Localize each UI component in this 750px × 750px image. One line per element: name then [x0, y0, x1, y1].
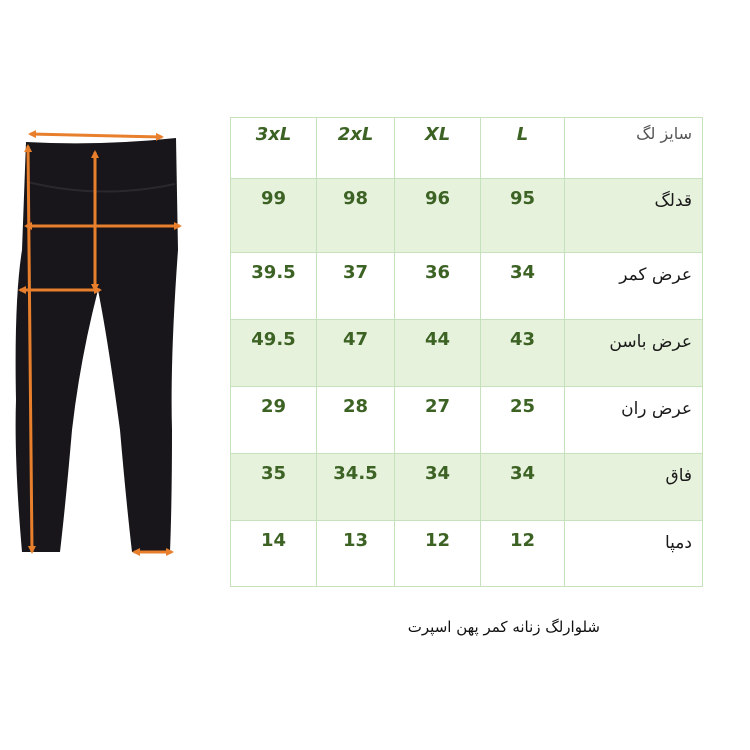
row-label: عرض ران [565, 387, 703, 454]
table-cell: 44 [395, 320, 481, 387]
table-cell: 39.5 [231, 253, 317, 320]
leggings-shape [16, 138, 178, 552]
table-cell: 12 [395, 521, 481, 587]
table-cell: 13 [317, 521, 395, 587]
table-cell: 36 [395, 253, 481, 320]
size-header-xl: XL [395, 118, 481, 179]
table-row [231, 454, 703, 521]
table-cell: 95 [481, 179, 565, 253]
table-cell: 34.5 [317, 454, 395, 521]
table-cell: 47 [317, 320, 395, 387]
table-row [231, 387, 703, 454]
table-cell: 12 [481, 521, 565, 587]
product-caption: شلوارلگ زنانه کمر پهن اسپرت [407, 618, 600, 636]
row-label: عرض کمر [565, 253, 703, 320]
table-cell: 98 [317, 179, 395, 253]
table-row [231, 253, 703, 320]
table-row [231, 521, 703, 587]
table-cell: 96 [395, 179, 481, 253]
table-cell: 25 [481, 387, 565, 454]
leggings-measurement-figure [0, 100, 230, 580]
table-row [231, 179, 703, 253]
table-row [231, 320, 703, 387]
row-label: فاق [565, 454, 703, 521]
table-cell: 14 [231, 521, 317, 587]
size-header-l: L [481, 118, 565, 179]
table-cell: 37 [317, 253, 395, 320]
table-cell: 28 [317, 387, 395, 454]
table-header-row [231, 118, 703, 179]
table-cell: 27 [395, 387, 481, 454]
table-cell: 34 [395, 454, 481, 521]
table-cell: 49.5 [231, 320, 317, 387]
size-column-label: سایز لگ [565, 118, 703, 179]
table-cell: 29 [231, 387, 317, 454]
row-label: دمپا [565, 521, 703, 587]
size-header-2xl: 2xL [317, 118, 395, 179]
table-cell: 43 [481, 320, 565, 387]
table-cell: 35 [231, 454, 317, 521]
row-label: قدلگ [565, 179, 703, 253]
table-cell: 34 [481, 454, 565, 521]
size-chart-table [230, 117, 703, 587]
leggings-illustration [0, 100, 230, 580]
table-cell: 34 [481, 253, 565, 320]
table-cell: 99 [231, 179, 317, 253]
size-header-3xl: 3xL [231, 118, 317, 179]
row-label: عرض باسن [565, 320, 703, 387]
